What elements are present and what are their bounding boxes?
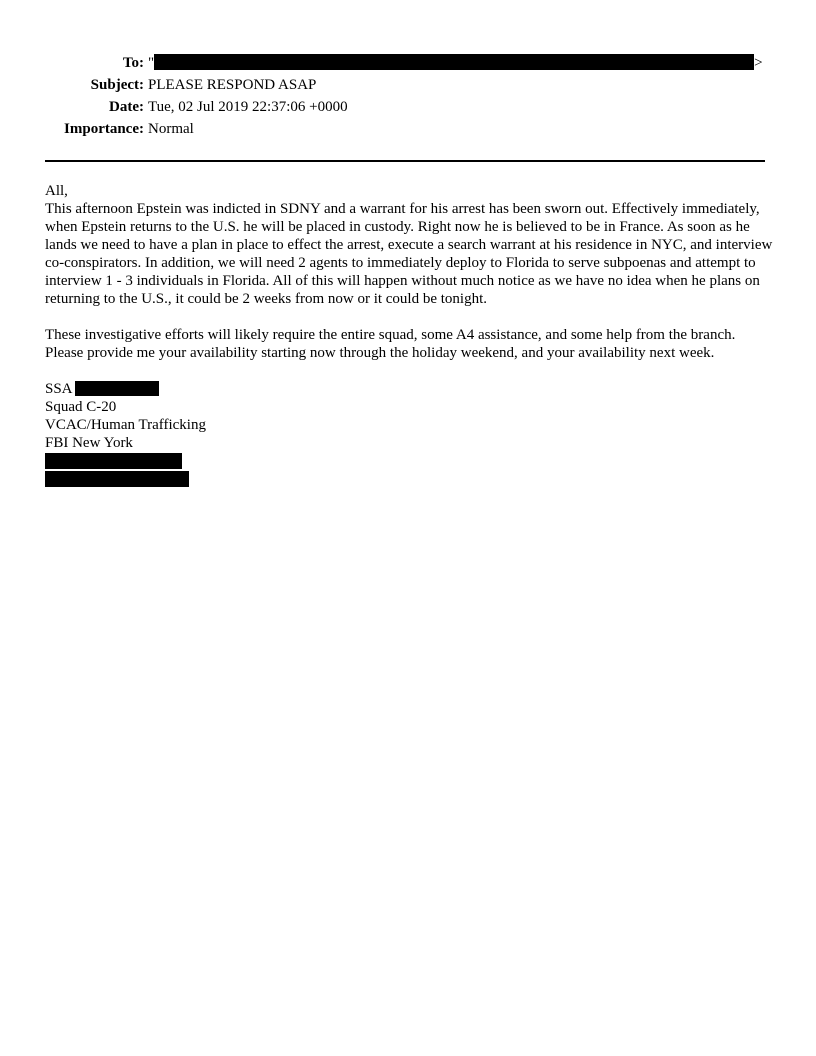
- subject-label: Subject:: [90, 77, 144, 93]
- importance-value: Normal: [148, 121, 194, 137]
- paragraph-spacer: [45, 308, 773, 326]
- importance-row: [40, 118, 763, 140]
- subject-row: [40, 74, 763, 96]
- signature-contact-redaction-2: [45, 471, 189, 487]
- to-prefix: ": [148, 55, 155, 71]
- subject-value: PLEASE RESPOND ASAP: [148, 77, 317, 93]
- signature-name-redaction: [75, 381, 159, 396]
- to-suffix: >: [754, 55, 763, 71]
- date-label: Date:: [109, 99, 144, 115]
- to-value: [148, 52, 763, 74]
- body-paragraph-1: This afternoon Epstein was indicted in SDNY and a warrant for his arrest has been sworn out. Effectively immediately, when Epstein returns to the U.S. he will be placed in custody. Right now he is believed to be in France. As soon as he lands we need to have a plan in place to effect the arrest, execute a search warrant at his residence in NYC, and interview co-conspirators. In addition, we will need 2 agents to immediately deploy to Florida to serve subpoenas and attempt to interview 1 - 3 individuals in Florida. All of this will happen without much notice as we have no idea when he plans on returning to the U.S., it could be 2 weeks from now or it could be tonight.: [45, 201, 773, 307]
- signature-squad: Squad C-20: [45, 399, 117, 415]
- date-row: [40, 96, 763, 118]
- email-body: [45, 182, 773, 487]
- to-label: To:: [122, 55, 144, 71]
- signature-contact-redaction-1: [45, 453, 182, 469]
- email-header: [40, 52, 763, 140]
- greeting: All,: [45, 183, 68, 199]
- paragraph-spacer: [45, 362, 773, 380]
- body-paragraph-2: These investigative efforts will likely require the entire squad, some A4 assistance, and some help from the branch. Please provide me your availability starting now through the holiday weekend, and your availability next week.: [45, 327, 736, 361]
- signature-block: [45, 380, 773, 487]
- importance-label: Importance:: [64, 121, 144, 137]
- to-redaction: [154, 54, 754, 70]
- signature-office: FBI New York: [45, 435, 133, 451]
- signature-title: SSA: [45, 381, 72, 397]
- header-divider: [45, 160, 765, 162]
- signature-unit: VCAC/Human Trafficking: [45, 417, 206, 433]
- to-row: [40, 52, 763, 74]
- date-value: Tue, 02 Jul 2019 22:37:06 +0000: [148, 99, 348, 115]
- signature-title-line: [45, 380, 773, 398]
